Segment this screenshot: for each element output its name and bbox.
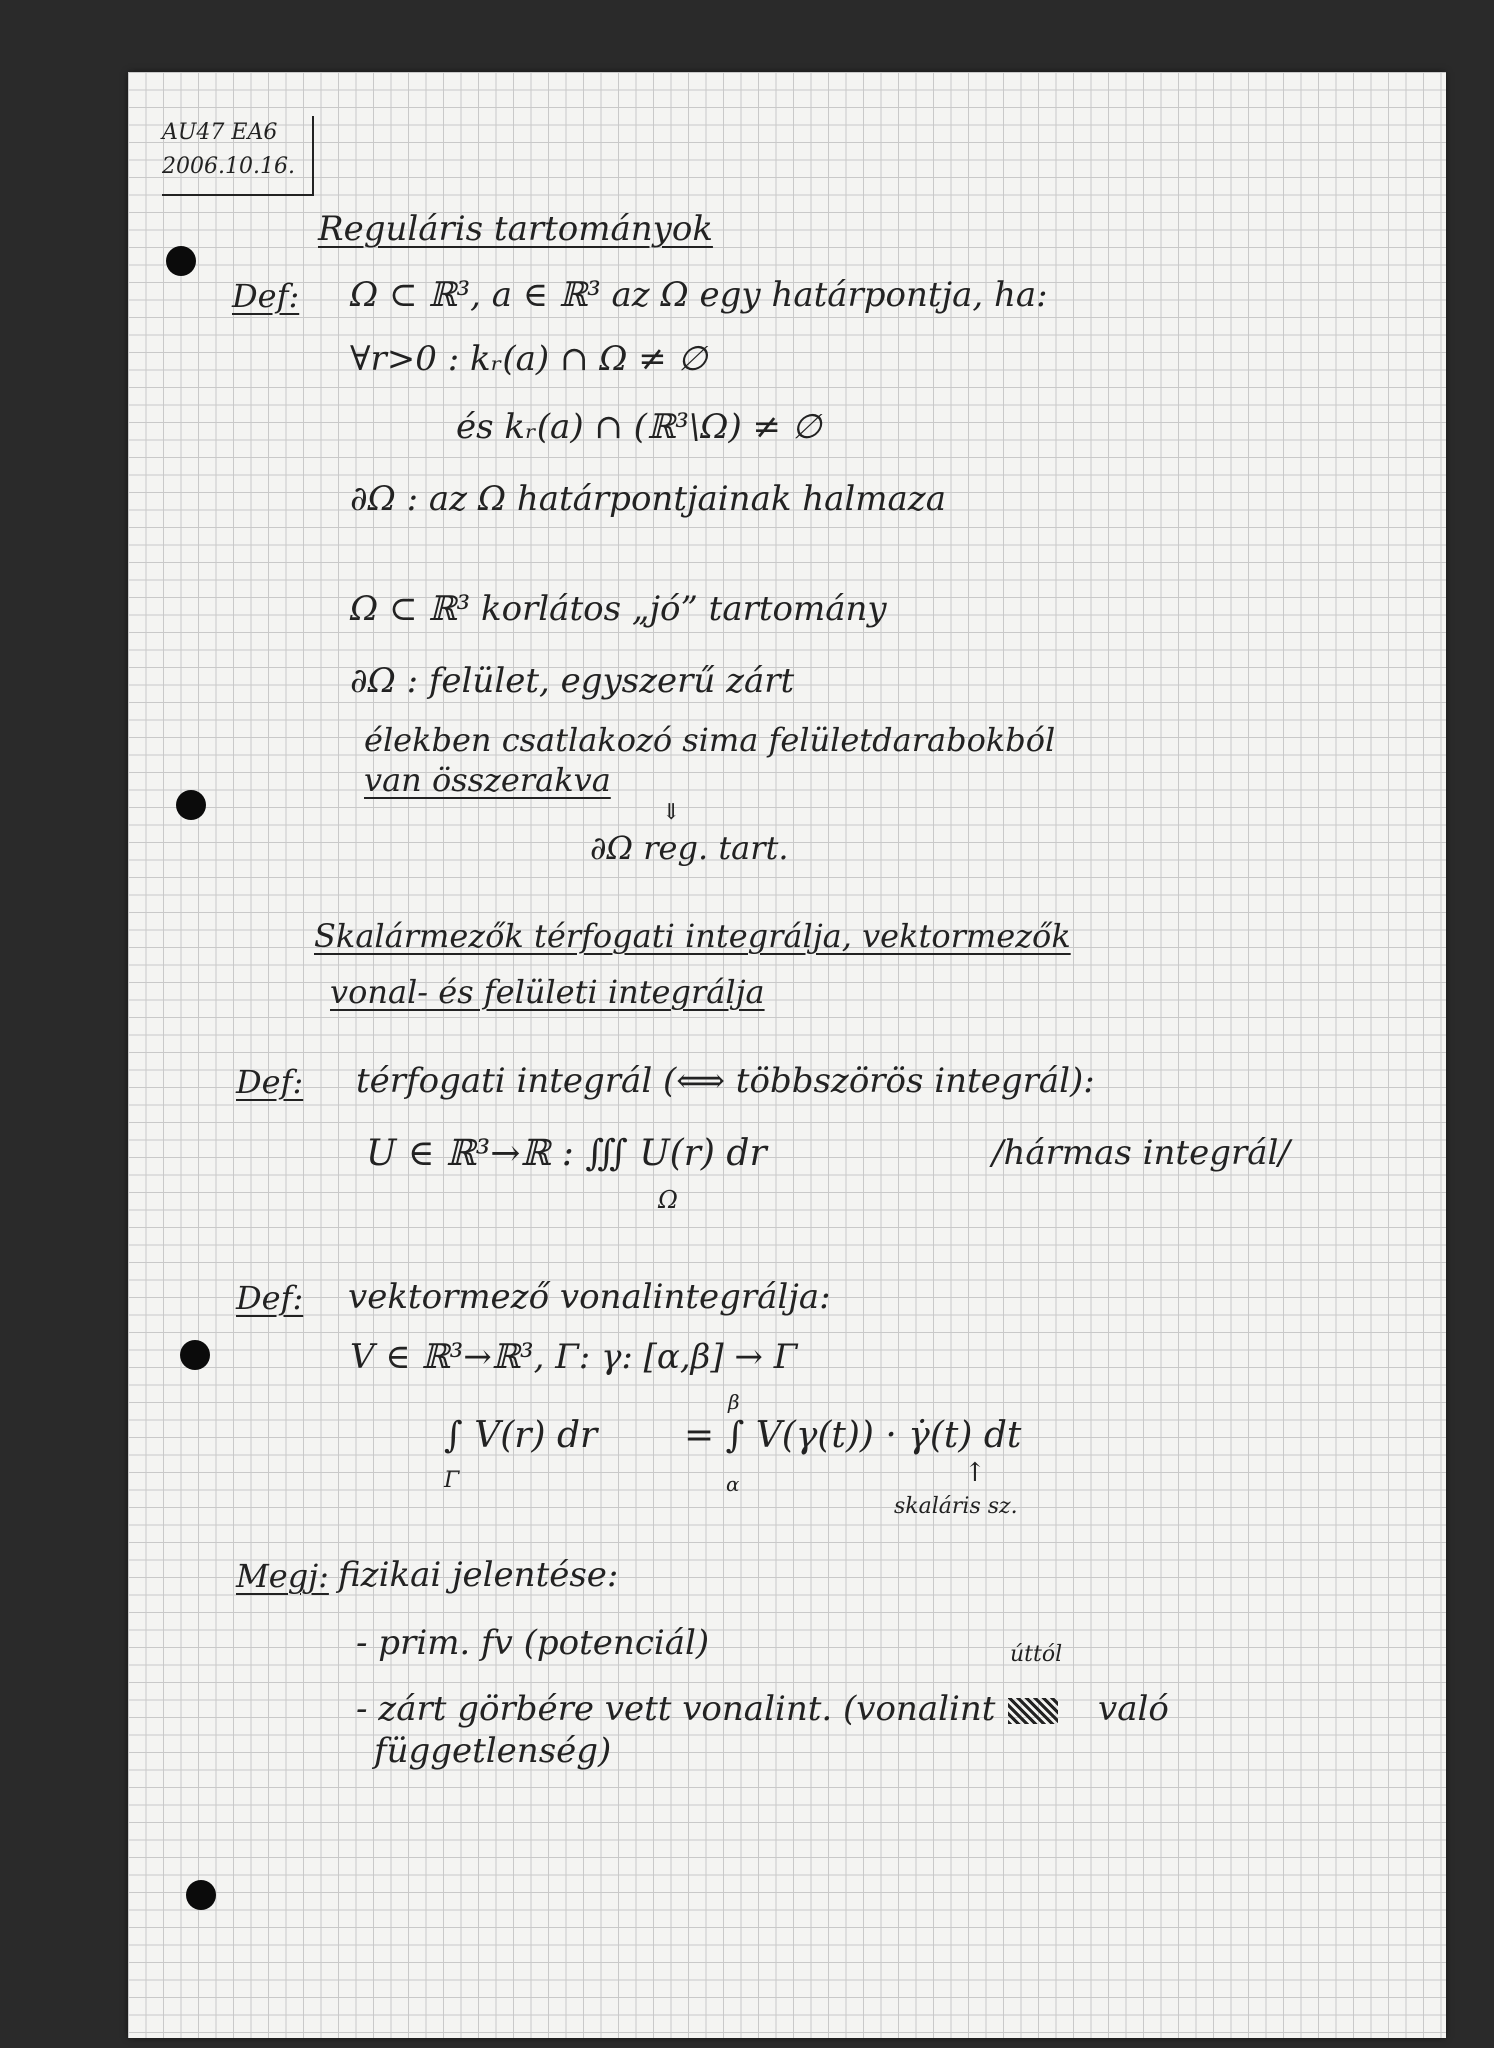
scalar-arrow: ↑ <box>964 1458 986 1488</box>
binder-hole-1 <box>166 246 196 276</box>
condition-1: ∀r>0 : kᵣ(a) ∩ Ω ≠ ∅ <box>350 339 708 379</box>
def-label-3: Def: <box>236 1279 304 1317</box>
remark-label: Megj: <box>236 1557 329 1595</box>
bullet-independence: függetlenség) <box>374 1731 612 1771</box>
implies-arrow: ⇓ <box>662 800 681 825</box>
triple-integral-note: /hármas integrál/ <box>992 1133 1290 1173</box>
header-stamp <box>162 116 314 196</box>
def-label-1: Def: <box>232 277 300 315</box>
surface-closed: ∂Ω : felület, egyszerű zárt <box>350 661 795 701</box>
line-integral-right: = ∫ V(γ(t)) · γ̇(t) dt <box>684 1415 1022 1456</box>
volume-integral-text: térfogati integrál (⟺ többszörös integrál): <box>356 1061 1095 1101</box>
boundary-point-definition: Ω ⊂ ℝ³, a ∈ ℝ³ az Ω egy határpontja, ha: <box>350 275 1048 315</box>
section1-title: Reguláris tartományok <box>318 209 713 249</box>
edges-line: élekben csatlakozó sima felületdarabokból <box>364 721 1056 759</box>
volume-integral-domain: Ω <box>658 1186 678 1214</box>
scalar-product-note: skaláris sz. <box>894 1494 1018 1519</box>
upper-limit: β <box>728 1390 740 1414</box>
section2-title-line2: vonal- és felületi integrálja <box>330 973 765 1011</box>
lower-limit: α <box>726 1472 740 1496</box>
line-integral-curve: Γ <box>444 1468 460 1493</box>
binder-hole-2 <box>176 790 206 820</box>
section2-title-line1: Skalármezők térfogati integrálja, vektormezők <box>314 917 1071 955</box>
line-integral-text: vektormező vonalintegrálja: <box>348 1277 831 1317</box>
volume-integral-formula: U ∈ ℝ³→ℝ : ∭ U(r) dr <box>366 1133 767 1174</box>
good-domain: Ω ⊂ ℝ³ korlátos „jó” tartomány <box>350 589 887 629</box>
bullet-closed-curve: - zárt görbére vett vonalint. (vonalint <box>356 1689 996 1729</box>
boundary-set: ∂Ω : az Ω határpontjainak halmaza <box>350 479 946 519</box>
binder-hole-3 <box>180 1340 210 1370</box>
header-code: AU47 EA6 <box>162 120 278 145</box>
path-word-above: úttól <box>1010 1642 1063 1667</box>
condition-2: és kᵣ(a) ∩ (ℝ³\Ω) ≠ ∅ <box>456 407 822 447</box>
header-date: 2006.10.16. <box>162 154 295 179</box>
vector-field-line: V ∈ ℝ³→ℝ³, Γ: γ: [α,β] → Γ <box>350 1337 798 1377</box>
bullet-closed-curve-tail: való <box>1098 1689 1169 1729</box>
scribble-mark <box>1008 1698 1058 1724</box>
line-integral-left: ∫ V(r) dr <box>444 1415 598 1456</box>
regular-domain: ∂Ω reg. tart. <box>590 829 789 867</box>
notebook-page <box>128 72 1446 2038</box>
def-label-2: Def: <box>236 1063 304 1101</box>
composed-line: van összerakva <box>364 761 611 799</box>
bullet-primitive: - prim. fv (potenciál) <box>356 1623 710 1663</box>
remark-text: fizikai jelentése: <box>338 1555 619 1595</box>
binder-hole-4 <box>186 1880 216 1910</box>
